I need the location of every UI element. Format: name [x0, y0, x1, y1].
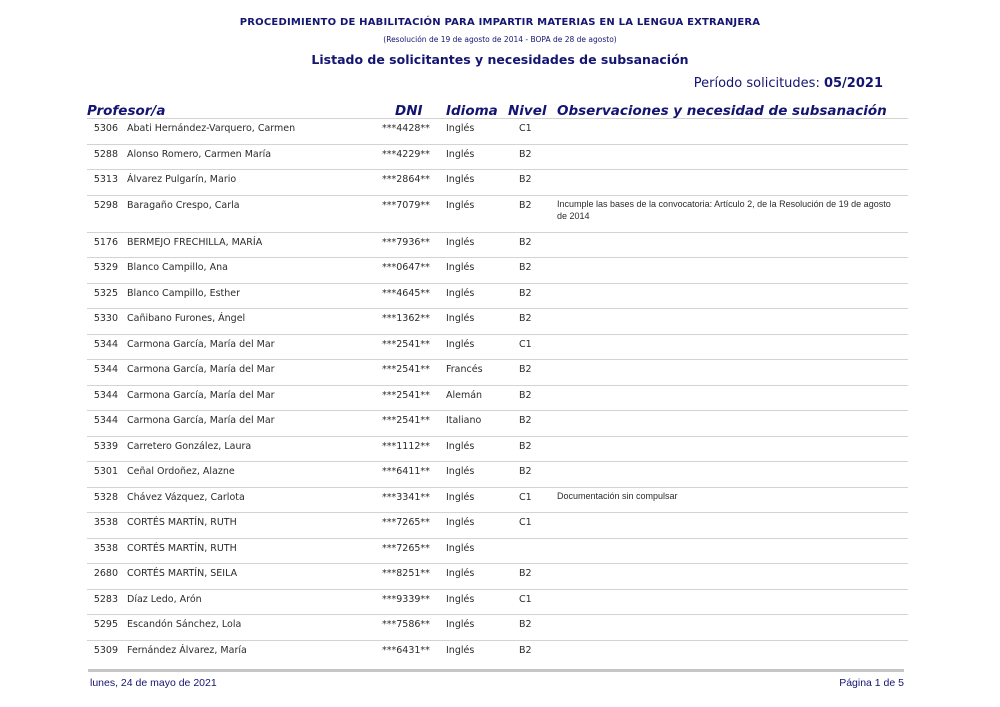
applicant-language: Inglés [446, 619, 475, 630]
applicant-id: 5313 [93, 174, 118, 185]
applicant-level: C1 [519, 593, 532, 605]
applicant-observations: Incumple las bases de la convocatoria: Artículo 2, de la Resolución de 19 de agosto de 2014 [557, 198, 891, 221]
applicant-language: Inglés [446, 199, 475, 211]
applicant-dni: ***6411** [382, 466, 430, 477]
applicant-dni: ***7265** [382, 542, 430, 554]
applicant-id: 5344 [93, 415, 118, 426]
applicant-name: Escandón Sánchez, Lola [127, 619, 242, 630]
applicant-name: CORTÉS MARTÍN, RUTH [127, 517, 237, 528]
table-row [87, 232, 908, 258]
applicant-level: B2 [519, 262, 532, 273]
footer-date: lunes, 24 de mayo de 2021 [90, 677, 217, 689]
table-row [87, 512, 908, 538]
applicant-language: Inglés [446, 123, 475, 134]
applicant-language: Inglés [446, 568, 475, 579]
table-row [87, 640, 908, 666]
table-row [87, 614, 908, 640]
table-row [87, 334, 908, 360]
applicant-language: Inglés [446, 313, 475, 324]
applicant-id: 5329 [93, 262, 118, 273]
applicant-language: Inglés [446, 148, 475, 160]
resolution-subtitle: (Resolución de 19 de agosto de 2014 - BOPA de 28 de agosto) [383, 35, 617, 44]
table-row [87, 283, 908, 309]
applicant-language: Italiano [446, 415, 482, 426]
applicant-dni: ***7586** [382, 619, 430, 630]
applicant-id: 3538 [93, 517, 118, 528]
applicant-language: Francés [446, 364, 483, 375]
applicant-name: CORTÉS MARTÍN, SEILA [127, 568, 238, 579]
applicant-level: B2 [519, 644, 532, 656]
column-header-nivel: Nivel [508, 103, 547, 119]
applicant-id: 5298 [93, 199, 118, 211]
applicants-table [87, 118, 908, 665]
applicant-level: B2 [519, 199, 532, 211]
applicant-id: 5301 [93, 466, 118, 477]
applicant-id: 5325 [93, 287, 118, 299]
list-title: Listado de solicitantes y necesidades de subsanación [311, 52, 689, 67]
applicant-name: Blanco Campillo, Ana [127, 262, 228, 273]
applicant-language: Alemán [446, 389, 483, 401]
table-row [87, 257, 908, 283]
applicant-level: B2 [519, 415, 532, 426]
table-row [87, 308, 908, 334]
applicant-level: C1 [519, 517, 532, 528]
table-row [87, 589, 908, 615]
applicant-id: 5344 [93, 364, 118, 375]
applicant-language: Inglés [446, 517, 475, 528]
applicant-language: Inglés [446, 338, 475, 350]
applicant-dni: ***7936** [382, 236, 430, 248]
applicant-dni: ***4428** [382, 123, 430, 134]
applicant-dni: ***2541** [382, 338, 430, 350]
column-header-observaciones: Observaciones y necesidad de subsanación [557, 103, 887, 119]
table-row [87, 538, 908, 564]
applicant-level: B2 [519, 440, 532, 452]
applicant-name: Fernández Álvarez, María [127, 644, 247, 656]
applicant-language: Inglés [446, 262, 475, 273]
applicant-level: B2 [519, 568, 532, 579]
period-line [694, 76, 883, 91]
table-row [87, 410, 908, 436]
applicant-dni: ***1362** [382, 313, 430, 324]
applicant-dni: ***1112** [382, 440, 430, 452]
applicant-level: B2 [519, 313, 532, 324]
applicant-language: Inglés [446, 174, 475, 185]
applicant-level: C1 [519, 491, 532, 503]
table-row [87, 144, 908, 170]
applicant-name: Baragaño Crespo, Carla [127, 199, 240, 211]
applicant-dni: ***8251** [382, 568, 430, 579]
applicant-name: Díaz Ledo, Arón [127, 593, 202, 605]
applicant-id: 5330 [93, 313, 118, 324]
applicant-level: C1 [519, 338, 532, 350]
applicant-level: B2 [519, 148, 532, 160]
applicant-dni: ***9339** [382, 593, 430, 605]
table-row [87, 359, 908, 385]
table-row [87, 436, 908, 462]
applicant-level: B2 [519, 236, 532, 248]
applicant-name: Blanco Campillo, Esther [127, 287, 241, 299]
applicant-language: Inglés [446, 491, 475, 503]
table-row [87, 195, 908, 232]
column-header-dni: DNI [395, 103, 423, 119]
applicant-name: Carmona García, María del Mar [127, 364, 275, 375]
applicant-id: 5306 [93, 123, 118, 134]
applicant-language: Inglés [446, 466, 475, 477]
applicant-name: Álvarez Pulgarín, Mario [127, 174, 237, 185]
applicant-name: BERMEJO FRECHILLA, MARÍA [127, 236, 263, 248]
applicant-language: Inglés [446, 440, 475, 452]
table-row [87, 385, 908, 411]
applicant-id: 5283 [93, 593, 118, 605]
applicant-dni: ***3341** [382, 491, 430, 503]
applicant-name: Alonso Romero, Carmen María [127, 148, 272, 160]
applicant-level: B2 [519, 619, 532, 630]
applicant-name: Chávez Vázquez, Carlota [127, 491, 245, 503]
applicant-level: B2 [519, 174, 532, 185]
applicant-dni: ***4645** [382, 287, 430, 299]
applicant-id: 3538 [93, 542, 118, 554]
applicant-name: Ceñal Ordoñez, Alazne [127, 466, 235, 477]
applicant-dni: ***2541** [382, 389, 430, 401]
applicant-id: 5339 [93, 440, 118, 452]
main-title: PROCEDIMIENTO DE HABILITACIÓN PARA IMPARTIR MATERIAS EN LA LENGUA EXTRANJERA [239, 17, 761, 28]
applicant-level: B2 [519, 364, 532, 375]
applicant-level: B2 [519, 389, 532, 401]
applicant-dni: ***6431** [382, 644, 430, 656]
applicant-name: Abati Hernández-Varquero, Carmen [127, 123, 296, 134]
applicant-level: B2 [519, 466, 532, 477]
applicant-id: 2680 [93, 568, 118, 579]
applicant-name: Carmona García, María del Mar [127, 389, 275, 401]
applicant-observations: Documentación sin compulsar [557, 490, 678, 501]
applicant-dni: ***7265** [382, 517, 430, 528]
applicant-dni: ***2541** [382, 364, 430, 375]
applicant-dni: ***4229** [382, 148, 430, 160]
applicant-language: Inglés [446, 236, 475, 248]
applicant-language: Inglés [446, 542, 475, 554]
applicant-name: Carmona García, María del Mar [127, 415, 275, 426]
applicant-level: B2 [519, 287, 532, 299]
footer-page-number: Página 1 de 5 [839, 677, 904, 689]
applicant-id: 5344 [93, 389, 118, 401]
applicant-name: Cañibano Furones, Ángel [127, 313, 246, 324]
applicant-dni: ***2864** [382, 174, 430, 185]
applicant-id: 5176 [93, 236, 118, 248]
table-row [87, 563, 908, 589]
applicant-id: 5344 [93, 338, 118, 350]
period-value: 05/2021 [823, 76, 883, 91]
applicant-id: 5309 [93, 644, 118, 656]
table-row [87, 169, 908, 195]
applicant-dni: ***0647** [382, 262, 430, 273]
column-header-idioma: Idioma [446, 103, 498, 119]
table-row [87, 487, 908, 513]
applicant-id: 5288 [93, 148, 118, 160]
footer-divider [88, 669, 904, 672]
table-row [87, 461, 908, 487]
applicant-name: Carmona García, María del Mar [127, 338, 275, 350]
column-header-profesor: Profesor/a [87, 103, 166, 119]
applicant-id: 5295 [93, 619, 118, 630]
applicant-id: 5328 [93, 491, 118, 503]
applicant-name: CORTÉS MARTÍN, RUTH [127, 542, 237, 554]
applicant-level: C1 [519, 123, 532, 134]
applicant-dni: ***7079** [382, 199, 430, 211]
applicant-dni: ***2541** [382, 415, 430, 426]
table-row [87, 118, 908, 144]
period-label: Período solicitudes: [693, 76, 820, 91]
applicant-language: Inglés [446, 287, 475, 299]
applicant-language: Inglés [446, 644, 475, 656]
applicant-language: Inglés [446, 593, 475, 605]
applicant-name: Carretero González, Laura [127, 440, 252, 452]
